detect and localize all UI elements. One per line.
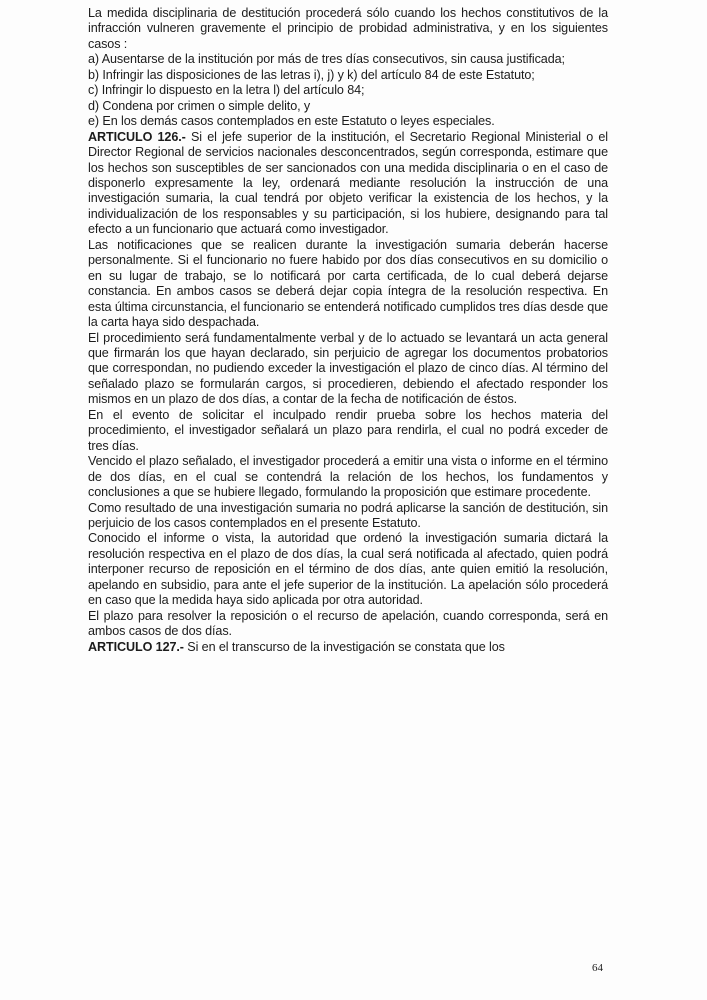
paragraph-text: La medida disciplinaria de destitución procederá sólo cuando los hechos constitutivos de la infracción vulneren gravemente el principio de probidad administrativa, y en los siguientes casos : — [88, 6, 608, 51]
paragraph-text: El procedimiento será fundamentalmente verbal y de lo actuado se levantará un acta general que firmarán los que hayan declarado, sin perjuicio de agregar los documentos probatorios que correspondan, no pudiendo exceder la investigación el plazo de cinco días. Al término del señalado plazo se formularán cargos, si procedieren, debiendo el afectado responder los mismos en un plazo de dos días, a contar de la fecha de notificación de éstos. — [88, 330, 608, 407]
paragraph-articulo-127 — [88, 640, 608, 655]
paragraph-sancion-destitucion — [88, 501, 608, 532]
paragraph-text: Si el jefe superior de la institución, el Secretario Regional Ministerial o el Director Regional de servicios nacionales desconcentrados, según corresponda, estimare que los hechos son susceptibles de ser sancionados con una medida disciplinaria o en el caso de disponerlo expresamente la ley, ordenará mediante resolución la instrucción de una investigación sumaria, la cual tendrá por objeto verificar la existencia de los hechos, y la individualización de los responsables y su participación, si los hubiere, designando para tal efecto a un funcionario que actuará como investigador. — [88, 129, 608, 237]
paragraph-item-e — [88, 114, 608, 129]
paragraph-text: Conocido el informe o vista, la autoridad que ordenó la investigación sumaria dictará la resolución respectiva en el plazo de dos días, la cual será notificada al afectado, quien podrá interponer recurso de reposición en el término de dos días, ante quien emitió la resolución, apelando en subsidio, para ante el jefe superior de la institución. La apelación sólo procederá en caso que la medida haya sido aplicada por otra autoridad. — [88, 531, 608, 608]
paragraph-text: Como resultado de una investigación sumaria no podrá aplicarse la sanción de destitución, sin perjuicio de los casos contemplados en el presente Estatuto. — [88, 500, 608, 530]
article-heading: ARTICULO 127.- — [88, 639, 184, 654]
paragraph-prueba — [88, 408, 608, 454]
paragraph-text: En el evento de solicitar el inculpado rendir prueba sobre los hechos materia del procedimiento, el investigador señalará un plazo para rendirla, el cual no podrá exceder de tres días. — [88, 407, 608, 453]
paragraph-text: c) Infringir lo dispuesto en la letra l) del artículo 84; — [88, 83, 365, 98]
paragraph-resolucion — [88, 531, 608, 608]
paragraph-text: b) Infringir las disposiciones de las letras i), j) y k) del artículo 84 de este Estatuto; — [88, 67, 535, 82]
article-heading: ARTICULO 126.- — [88, 129, 186, 144]
paragraph-text: Si en el transcurso de la investigación se constata que los — [183, 639, 505, 654]
paragraph-text: e) En los demás casos contemplados en este Estatuto o leyes especiales. — [88, 114, 495, 129]
paragraph-text: El plazo para resolver la reposición o el recurso de apelación, cuando corresponda, será en ambos casos de dos días. — [88, 608, 608, 639]
paragraph-procedimiento — [88, 331, 608, 408]
document-body — [88, 6, 608, 655]
paragraph-vista-informe — [88, 454, 608, 500]
page-number: 64 — [592, 962, 603, 974]
paragraph-notificaciones — [88, 238, 608, 331]
paragraph-articulo-126 — [88, 130, 608, 238]
paragraph-item-a — [88, 52, 608, 67]
paragraph-plazo-reposicion — [88, 609, 608, 640]
paragraph-item-b — [88, 68, 608, 83]
paragraph-text: d) Condena por crimen o simple delito, y — [88, 98, 311, 113]
paragraph-text: a) Ausentarse de la institución por más de tres días consecutivos, sin causa justificada; — [88, 52, 565, 67]
paragraph-item-c — [88, 83, 608, 98]
paragraph-destitucion-intro — [88, 6, 608, 52]
paragraph-text: Las notificaciones que se realicen durante la investigación sumaria deberán hacerse personalmente. Si el funcionario no fuere habido por dos días consecutivos en su domicilio o en su lugar de trabajo, se lo notificará por carta certificada, de lo cual deberá dejarse constancia. En ambos casos se deberá dejar copia íntegra de la resolución respectiva. En esta última circunstancia, el funcionario se entenderá notificado cumplidos tres días desde que la carta haya sido despachada. — [88, 237, 608, 330]
paragraph-item-d — [88, 99, 608, 114]
paragraph-text: Vencido el plazo señalado, el investigador procederá a emitir una vista o informe en el término de dos días, en el cual se contendrá la relación de los hechos, los fundamentos y conclusiones a que se hubiere llegado, formulando la proposición que estimare procedente. — [88, 454, 608, 500]
